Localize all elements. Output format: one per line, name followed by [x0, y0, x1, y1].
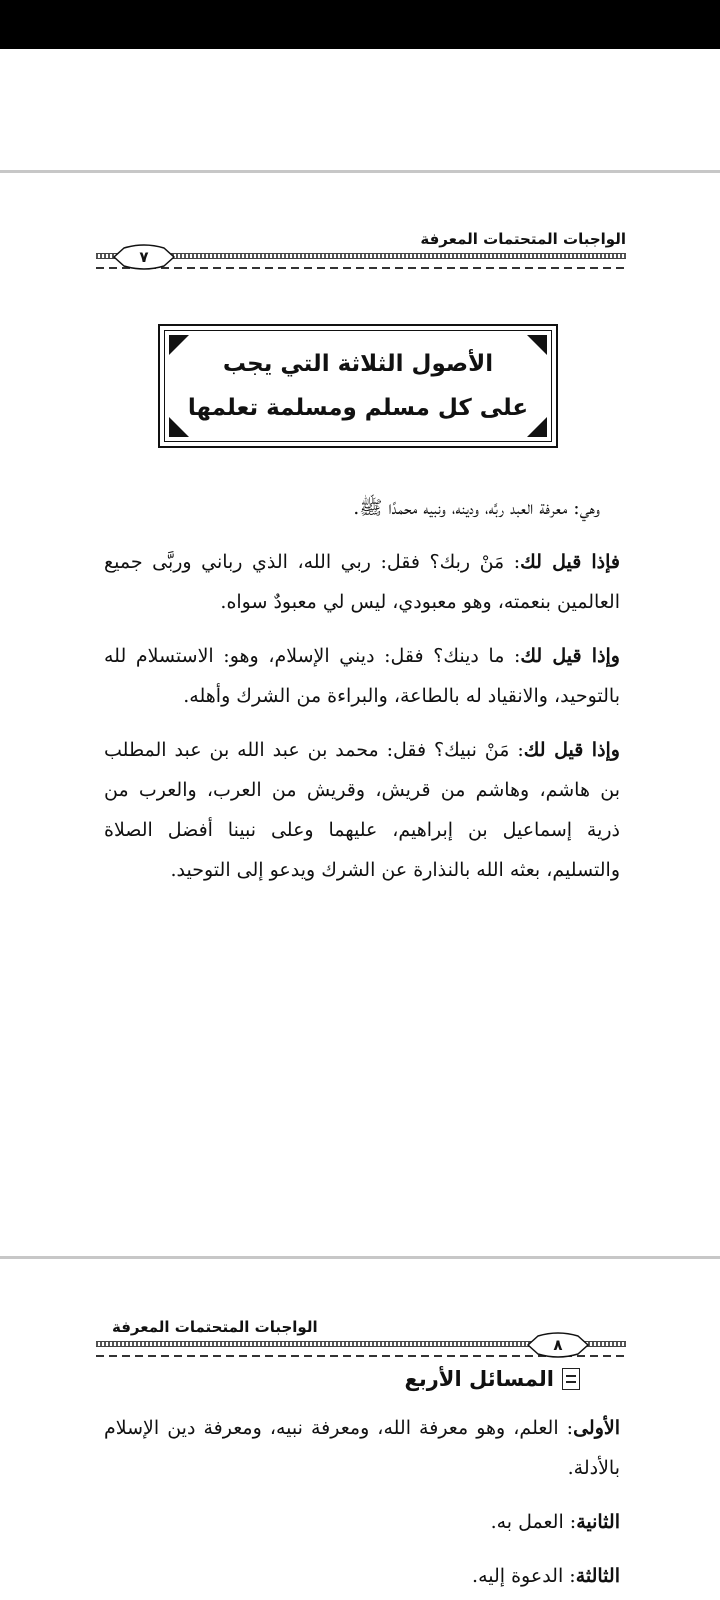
paragraph-lead: الثانية	[576, 1511, 620, 1533]
paragraph: الأولى: العلم، وهو معرفة الله، ومعرفة نبيه، ومعرفة دين الإسلام بالأدلة.	[104, 1417, 620, 1479]
paragraph-lead: الثالثة	[575, 1565, 620, 1587]
chapter-title-line-1: الأصول الثلاثة التي يجب	[222, 351, 494, 377]
frame-corner-ornament	[169, 335, 189, 355]
frame-corner-ornament	[169, 417, 189, 437]
status-bar	[0, 0, 720, 49]
document-icon	[562, 1368, 580, 1390]
body-text	[104, 1408, 620, 1600]
header-title: الواجبات المتحتمات المعرفة	[420, 230, 626, 248]
paragraph: الثانية: العمل به.	[490, 1511, 620, 1533]
frame-corner-ornament	[527, 417, 547, 437]
paragraph: وإذا قيل لك: مَنْ نبيك؟ فقل: محمد بن عبد الله بن عبد المطلب بن هاشم، وهاشم من قريش، وقريش من العرب، والعرب من ذرية إسماعيل بن إبراهيم، عليهما وعلى نبينا أفضل الصلاة والتسليم، بعثه الله بالنذارة عن الشرك ويدعو إلى التوحيد.	[104, 739, 620, 881]
frame-corner-ornament	[527, 335, 547, 355]
page-number-badge	[526, 1332, 590, 1358]
page-header	[96, 1318, 626, 1374]
page-header	[96, 230, 626, 286]
page-number: ٨	[553, 1336, 563, 1354]
page-separator	[0, 170, 720, 173]
body-text	[104, 488, 620, 904]
page-number-badge	[112, 244, 176, 270]
section-heading	[404, 1367, 580, 1391]
paragraph: وإذا قيل لك: ما دينك؟ فقل: ديني الإسلام، وهو: الاستسلام لله بالتوحيد، والانقياد له بالطاعة، والبراءة من الشرك وأهله.	[104, 645, 620, 707]
paragraph-lead: الأولى	[573, 1417, 620, 1439]
paragraph-lead: وإذا قيل لك	[520, 645, 620, 667]
header-title: الواجبات المتحتمات المعرفة	[112, 1318, 318, 1336]
page-number: ٧	[139, 248, 149, 266]
paragraph: فإذا قيل لك: مَنْ ربك؟ فقل: ربي الله، الذي رباني وربَّى جميع العالمين بنعمته، وهو معبودي، ليس لي معبودٌ سواه.	[104, 551, 620, 613]
paragraph: وهي: معرفة العبد ربَّه، ودينه، ونبيه محمدًا ﷺ.	[353, 497, 600, 519]
page-separator	[0, 1256, 720, 1259]
chapter-title-line-2: على كل مسلم ومسلمة تعلمها	[187, 395, 529, 421]
paragraph: الثالثة: الدعوة إليه.	[472, 1565, 620, 1587]
title-frame	[158, 324, 558, 448]
paragraph-lead: وإذا قيل لك	[523, 739, 620, 761]
section-title: المسائل الأربع	[404, 1367, 554, 1391]
paragraph-lead: فإذا قيل لك	[520, 551, 620, 573]
